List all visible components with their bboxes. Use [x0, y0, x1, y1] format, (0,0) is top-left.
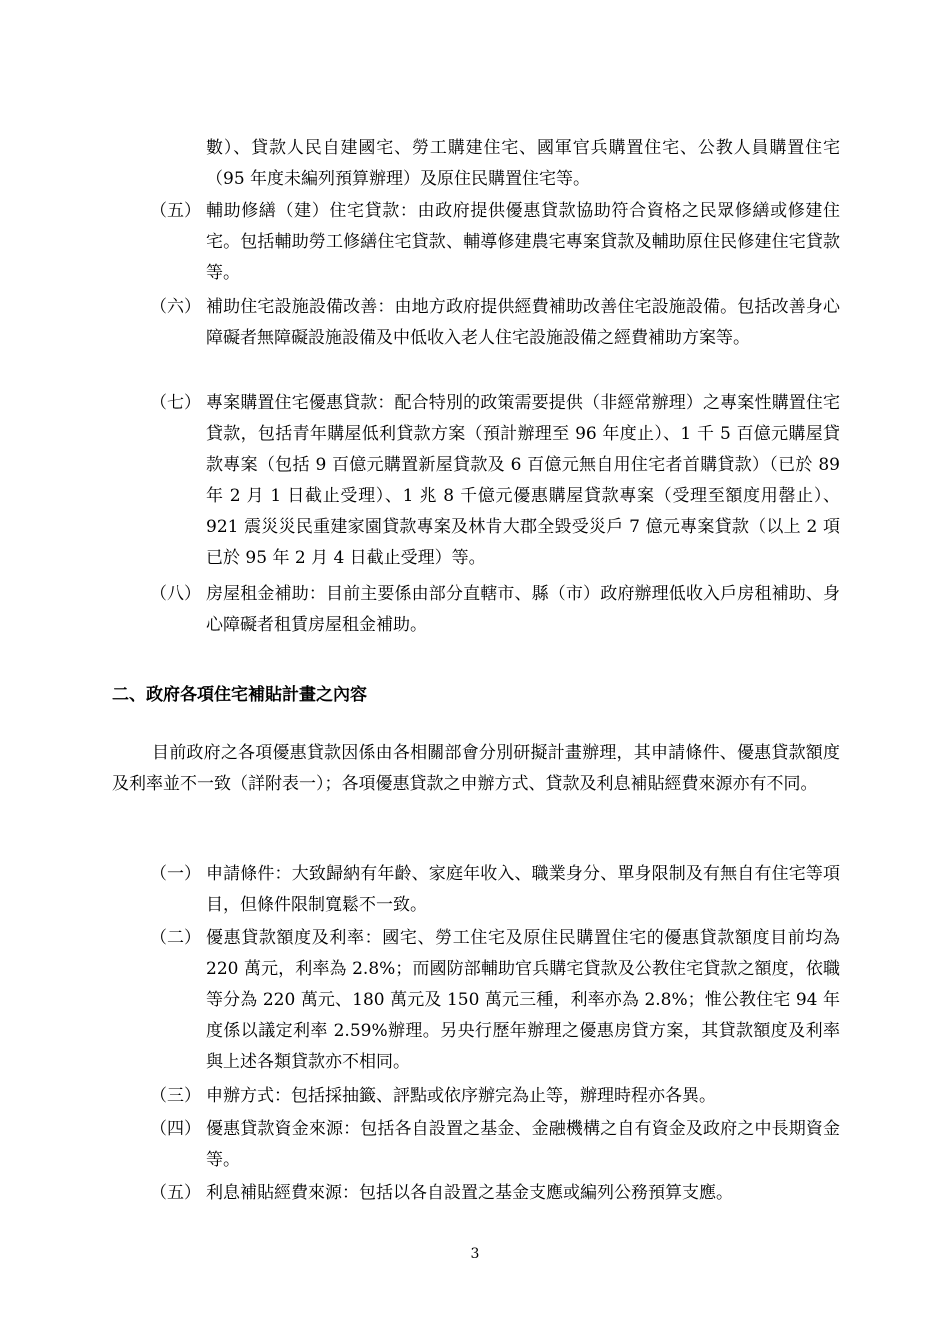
list-item: [150, 1114, 840, 1176]
list-item-text: 申辦方式：包括採抽籤、評點或依序辦完為止等，辦理時程亦各異。: [206, 1086, 716, 1106]
list-marker: （二）: [150, 928, 201, 948]
list-item-text: 專案購置住宅優惠貸款：配合特別的政策需要提供（非經常辦理）之專案性購置住宅貸款，包括青年購屋低利貸款方案（預計辦理至 96 年度止）、1 千 5 百億元購屋貸款專案（包括 9 百億元購置新屋貸款及 6 百億元無自用住宅者首購貸款）（已於 89 年 2 月 1 日截止受理）、1 兆 8 千億元優惠購屋貸款專案（受理至額度用罄止）、921 震災災民重建家園貸款專案及林肯大郡全毀受災戶 7 億元專案貸款（以上 2 項已於 95 年 2 月 4 日截止受理）等。: [206, 393, 840, 568]
list-item-text: 申請條件：大致歸納有年齡、家庭年收入、職業身分、單身限制及有無自有住宅等項目，但條件限制寬鬆不一致。: [206, 864, 840, 915]
continuation-text: 數）、貸款人民自建國宅、勞工購建住宅、國軍官兵購置住宅、公教人員購置住宅（95 年度未編列預算辦理）及原住民購置住宅等。: [206, 138, 840, 189]
list-item: [150, 196, 840, 289]
list-marker: （七）: [150, 393, 201, 413]
list-item-text: 房屋租金補助：目前主要係由部分直轄市、縣（市）政府辦理低收入戶房租補助、身心障礙者租賃房屋租金補助。: [206, 584, 840, 635]
page-number: 3: [470, 1246, 480, 1262]
list-marker: （五）: [150, 201, 201, 221]
list-marker: （八）: [150, 584, 201, 604]
list-marker: （一）: [150, 864, 201, 884]
section-heading: 二、政府各項住宅補貼計畫之內容: [112, 685, 367, 705]
list-marker: （四）: [150, 1119, 201, 1139]
body-paragraph: 目前政府之各項優惠貸款因係由各相關部會分別研擬計畫辦理，其申請條件、優惠貸款額度及利率並不一致（詳附表一）；各項優惠貸款之申辦方式、貸款及利息補貼經費來源亦有不同。: [112, 743, 840, 794]
list-item: [150, 579, 840, 641]
list-item-text: 優惠貸款額度及利率：國宅、勞工住宅及原住民購置住宅的優惠貸款額度目前均為 220 萬元，利率為 2.8%；而國防部輔助官兵購宅貸款及公教住宅貸款之額度，依職等分為 220 萬元、180 萬元及 150 萬元三種，利率亦為 2.8%；惟公教住宅 94 年度係以議定利率 2.59%辦理。另央行歷年辦理之優惠房貸方案，其貸款額度及利率與上述各類貸款亦不相同。: [206, 928, 840, 1072]
list-item-text: 輔助修繕（建）住宅貸款：由政府提供優惠貸款協助符合資格之民眾修繕或修建住宅。包括輔助勞工修繕住宅貸款、輔導修建農宅專案貸款及輔助原住民修建住宅貸款等。: [206, 201, 840, 283]
list-item: [150, 1081, 840, 1112]
list-item: [150, 859, 840, 921]
list-marker: （六）: [150, 297, 201, 317]
list-item: [150, 923, 840, 1078]
list-item-text: 利息補貼經費來源：包括以各自設置之基金支應或編列公務預算支應。: [206, 1183, 733, 1203]
list-item-text: 補助住宅設施設備改善：由地方政府提供經費補助改善住宅設施設備。包括改善身心障礙者無障礙設施設備及中低收入老人住宅設施設備之經費補助方案等。: [206, 297, 840, 348]
list-item: [150, 292, 840, 354]
list-marker: （三）: [150, 1086, 201, 1106]
list-item: [150, 1178, 840, 1209]
list-item: [150, 388, 840, 574]
list-item-text: 優惠貸款資金來源：包括各自設置之基金、金融機構之自有資金及政府之中長期資金等。: [206, 1119, 840, 1170]
list-marker: （五）: [150, 1183, 201, 1203]
